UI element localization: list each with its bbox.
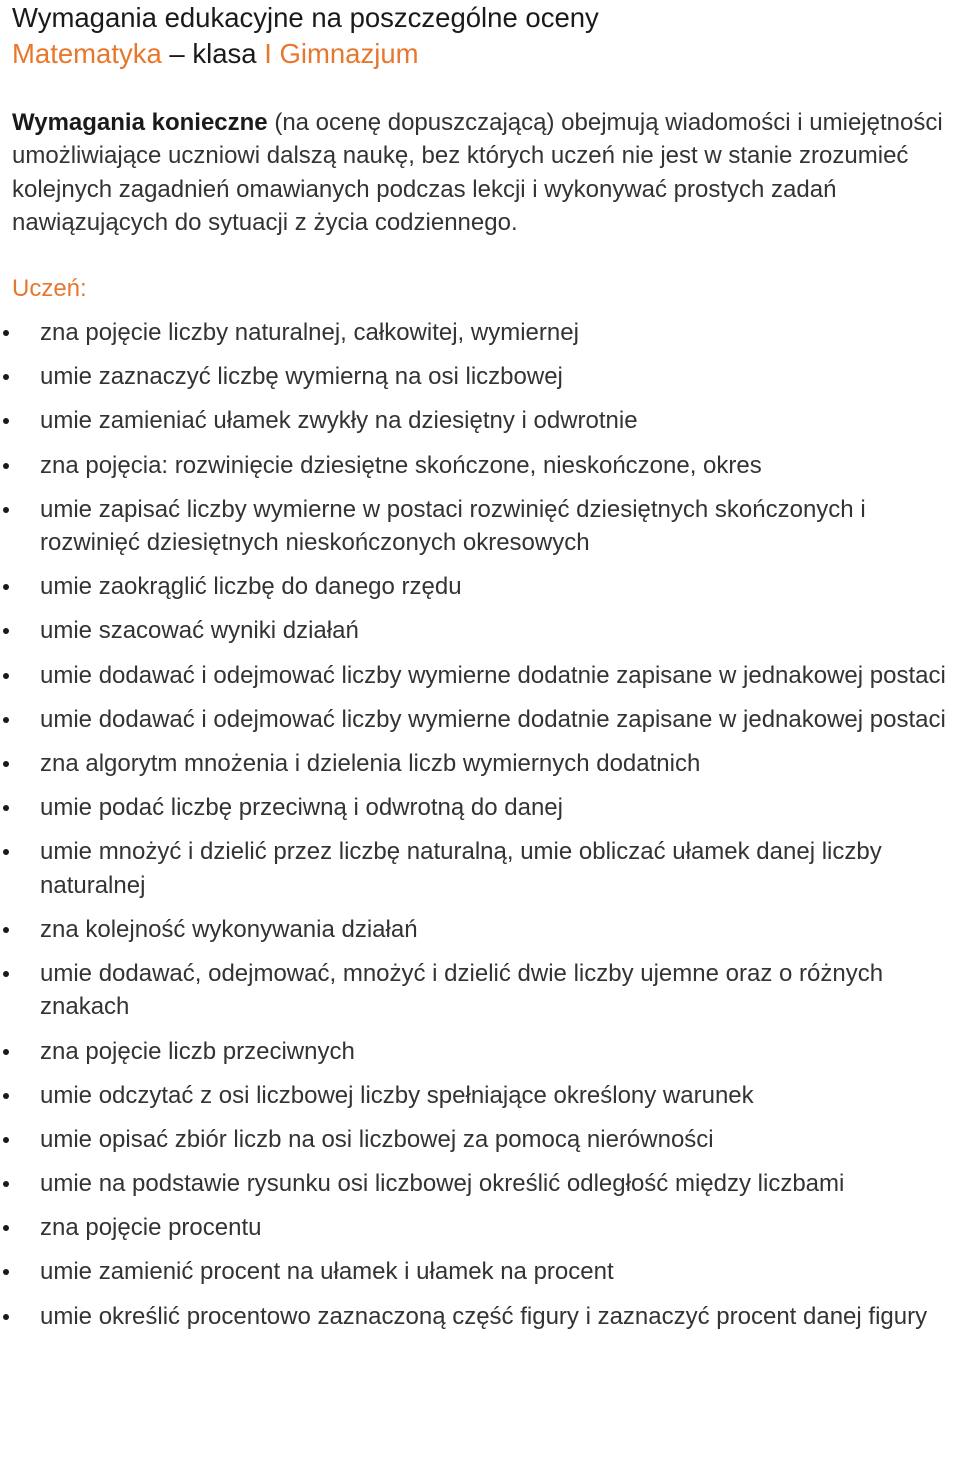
list-item-text: umie na podstawie rysunku osi liczbowej określić odległość między liczbami: [40, 1170, 845, 1198]
list-item: [0, 913, 960, 946]
list-item-text: umie opisać zbiór liczb na osi liczbowej za pomocą nierówności: [40, 1125, 714, 1153]
list-item: [0, 957, 960, 1024]
bullet-icon: [3, 1093, 9, 1099]
list-item: [0, 659, 960, 692]
bullet-icon: [3, 1181, 9, 1187]
list-item: [0, 1211, 960, 1244]
bullet-icon: [3, 418, 9, 424]
list-item-text: umie zamienić procent na ułamek i ułamek na procent: [40, 1258, 614, 1286]
list-item-text: umie zapisać liczby wymierne w postaci rozwinięć dziesiętnych skończonych i rozwinięć dziesiętnych nieskończonych okresowych: [40, 495, 866, 557]
list-item-text: umie dodawać i odejmować liczby wymierne dodatnie zapisane w jednakowej postaci: [40, 705, 946, 733]
list-item: [0, 1167, 960, 1200]
list-item: [0, 791, 960, 824]
bullet-icon: [3, 1314, 9, 1320]
list-item: [0, 1255, 960, 1288]
list-item: [0, 1035, 960, 1068]
document-subtitle: [12, 36, 419, 72]
bullet-icon: [3, 374, 9, 380]
list-item-text: zna pojęcie liczb przeciwnych: [40, 1037, 355, 1065]
list-item: [0, 1123, 960, 1156]
bullet-icon: [3, 1225, 9, 1231]
intro-text: (na ocenę dopuszczającą) obejmują wiadomości i umiejętności umożliwiające uczniowi dalszą naukę, bez których uczeń nie jest w stanie zrozumieć kolejnych zagadnień omawianych podczas lekcji i wykonywać prostych zadań nawiązujących do sytuacji z życia codziennego.: [12, 109, 943, 236]
list-item-text: umie mnożyć i dzielić przez liczbę naturalną, umie obliczać ułamek danej liczby naturalnej: [40, 838, 882, 899]
list-item-text: umie zamieniać ułamek zwykły na dziesiętny i odwrotnie: [40, 407, 638, 435]
list-item-text: umie podać liczbę przeciwną i odwrotną do danej: [40, 794, 563, 822]
list-item: [0, 404, 960, 437]
uczen-label: Uczeń:: [12, 275, 87, 302]
list-item: [0, 360, 960, 393]
bullet-icon: [3, 628, 9, 634]
bullet-icon: [3, 330, 9, 336]
list-item-text: zna pojęcie procentu: [40, 1214, 262, 1242]
klasa-label: klasa: [192, 38, 257, 69]
bullet-icon: [3, 1269, 9, 1275]
list-item: [0, 703, 960, 736]
list-item: [0, 449, 960, 482]
list-item-text: umie odczytać z osi liczbowej liczby spełniające określony warunek: [40, 1081, 754, 1109]
list-item-text: zna pojęcie liczby naturalnej, całkowitej, wymiernej: [40, 319, 579, 346]
bullet-icon: [3, 463, 9, 469]
list-item: [0, 614, 960, 647]
subtitle-dash: –: [161, 38, 193, 69]
list-item-text: umie zaokrąglić liczbę do danego rzędu: [40, 573, 462, 601]
bullet-icon: [3, 584, 9, 590]
list-item-text: zna pojęcia: rozwinięcie dziesiętne skończone, nieskończone, okres: [40, 451, 762, 479]
list-item: [0, 493, 960, 560]
bullet-icon: [3, 717, 9, 723]
list-item: [0, 1300, 960, 1333]
list-item-text: umie szacować wyniki działań: [40, 617, 359, 645]
bullet-icon: [3, 761, 9, 767]
bullet-icon: [3, 805, 9, 811]
level-name: I Gimnazjum: [264, 38, 419, 69]
list-item-text: umie dodawać, odejmować, mnożyć i dzielić dwie liczby ujemne oraz o różnych znakach: [40, 960, 884, 1021]
bullet-icon: [3, 927, 9, 933]
intro-bold: Wymagania konieczne: [12, 109, 268, 136]
list-item: [0, 747, 960, 780]
document-title: Wymagania edukacyjne na poszczególne oceny: [12, 2, 599, 33]
list-item-text: umie dodawać i odejmować liczby wymierne dodatnie zapisane w jednakowej postaci: [40, 661, 946, 689]
list-item: [0, 1079, 960, 1112]
list-item-text: umie zaznaczyć liczbę wymierną na osi liczbowej: [40, 363, 563, 391]
bullet-icon: [3, 1137, 9, 1143]
bullet-icon: [3, 971, 9, 977]
list-item: [0, 570, 960, 603]
list-item-text: umie określić procentowo zaznaczoną część figury i zaznaczyć procent danej figury: [40, 1302, 928, 1330]
bullet-icon: [3, 849, 9, 855]
list-item-text: zna algorytm mnożenia i dzielenia liczb wymiernych dodatnich: [40, 749, 701, 777]
bullet-icon: [3, 673, 9, 679]
requirements-list: [0, 316, 960, 1344]
bullet-icon: [3, 507, 9, 513]
subject-name: Matematyka: [12, 38, 162, 69]
list-item-text: zna kolejność wykonywania działań: [40, 915, 418, 943]
bullet-icon: [3, 1049, 9, 1055]
intro-paragraph: [12, 106, 957, 239]
list-item: [0, 316, 960, 349]
list-item: [0, 835, 960, 902]
